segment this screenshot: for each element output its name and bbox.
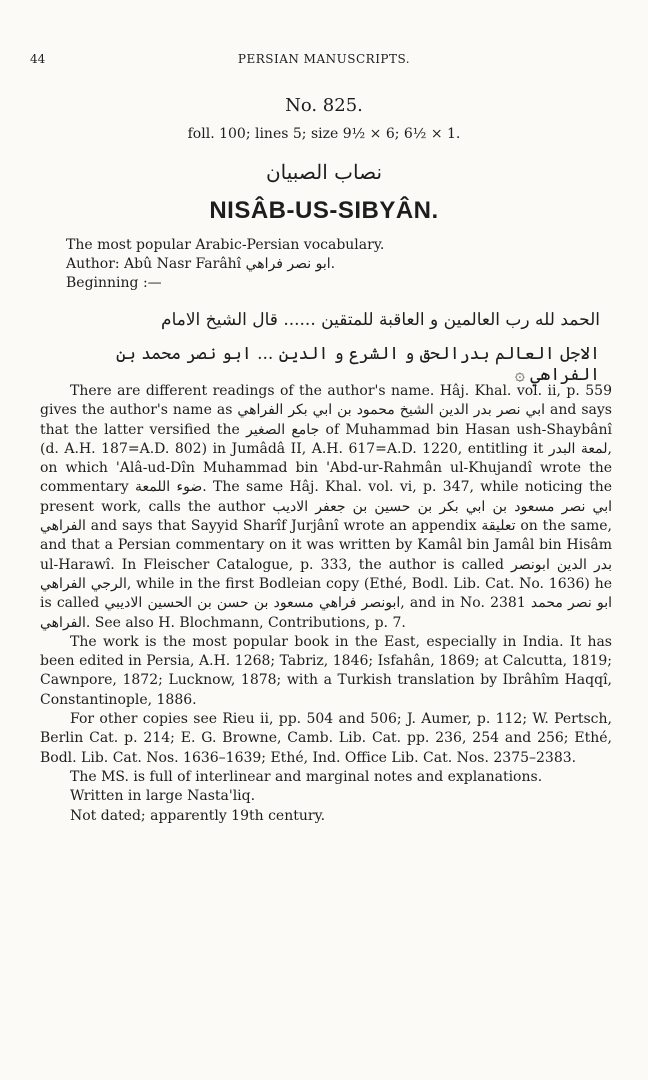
author-line: Author: Abû Nasr Farâhî ابو نصر فراهي.: [66, 256, 336, 272]
entry-intro: [66, 236, 608, 293]
page-header: [30, 52, 618, 70]
paragraph-date: Not dated; apparently 19th century.: [70, 807, 326, 824]
entry-specs: foll. 100; lines 5; size 9½ × 6; 6½ × 1.: [187, 126, 461, 142]
running-title: PERSIAN MANUSCRIPTS.: [237, 52, 411, 66]
beginning-label: Beginning :—: [66, 275, 162, 291]
paragraph-other-copies: For other copies see Rieu ii, pp. 504 and 506; J. Aumer, p. 112; W. Pertsch, Berlin Cat. p. 214; E. G. Browne, Camb. Lib. Cat. pp. 236, 254 and 256; Ethé, Bodl. Lib. Cat. Nos. 1636–1639; Ethé, Ind. Office Lib. Cat. Nos. 2375–2383.: [40, 711, 612, 766]
entry-number: No. 825.: [285, 95, 363, 116]
paragraph-author-readings: There are different readings of the author's name. Hâj. Khal. vol. ii, p. 559 gives the author's name as ابي نصر بدر الدين الشيخ محمود بن ابي بكر الفراهي and says that the latter versified the جامع الصغير of Muhammad bin Hasan ush-Shaybânî (d. A.H. 187=A.D. 802) in Jumâdâ II, A.H. 617=A.D. 1220, entitling it لمعة البدر, on which 'Alâ-ud-Dîn Muhammad bin 'Abd-ur-Rahmân ul-Khujandî wrote the commentary ضوء اللمعة. The same Hâj. Khal. vol. vi, p. 347, while noticing the present work, calls the author ابي نصر مسعود بن ابي بكر بن حسين بن جعفر الاديب الفراهي and says that Sayyid Sharîf Jurjânî wrote an appendix تعليقة on the same, and that a Persian commentary on it was written by Kamâl bin Jamâl bin Hisâm ul-Harawî. In Fleischer Catalogue, p. 333, the author is called بدر الدين ابونصر الرجي الفراهي, while in the first Bodleian copy (Ethé, Bodl. Lib. Cat. No. 1636) he is called ابونصر فراهي مسعود بن حسن بن الحسين الاديبي, and in No. 2381 ابو نصر محمد الفراهي. See also H. Blochmann, Contributions, p. 7.: [40, 383, 613, 631]
arabic-title: نصاب الصبيان: [265, 160, 383, 184]
paragraph-notes: The MS. is full of interlinear and marginal notes and explanations.: [70, 768, 543, 785]
entry-title: NISÂB-US-SIBYÂN.: [209, 197, 439, 224]
beginning-arabic-line-1: الحمد لله رب العالمين و العاقبة للمتقين ...... قال الشيخ الامام: [161, 310, 600, 330]
entry-body: [40, 382, 612, 826]
beginning-arabic-line-2: الاجل العالم بدرالحق و الشرع و الدين ... ابو نصر محمد بن الفراهي ۞: [115, 344, 600, 385]
page-number: 44: [30, 52, 46, 66]
paragraph-popularity: The work is the most popular book in the East, especially in India. It has been edited in Persia, A.H. 1268; Tabriz, 1846; Isfahân, 1869; at Calcutta, 1819; Cawnpore, 1872; Lucknow, 1878; with a Turkish translation by Ibrâhîm Haqqî, Constantinople, 1886.: [40, 633, 612, 708]
paragraph-script: Written in large Nasta'liq.: [70, 788, 256, 805]
description: The most popular Arabic-Persian vocabulary.: [66, 237, 385, 253]
